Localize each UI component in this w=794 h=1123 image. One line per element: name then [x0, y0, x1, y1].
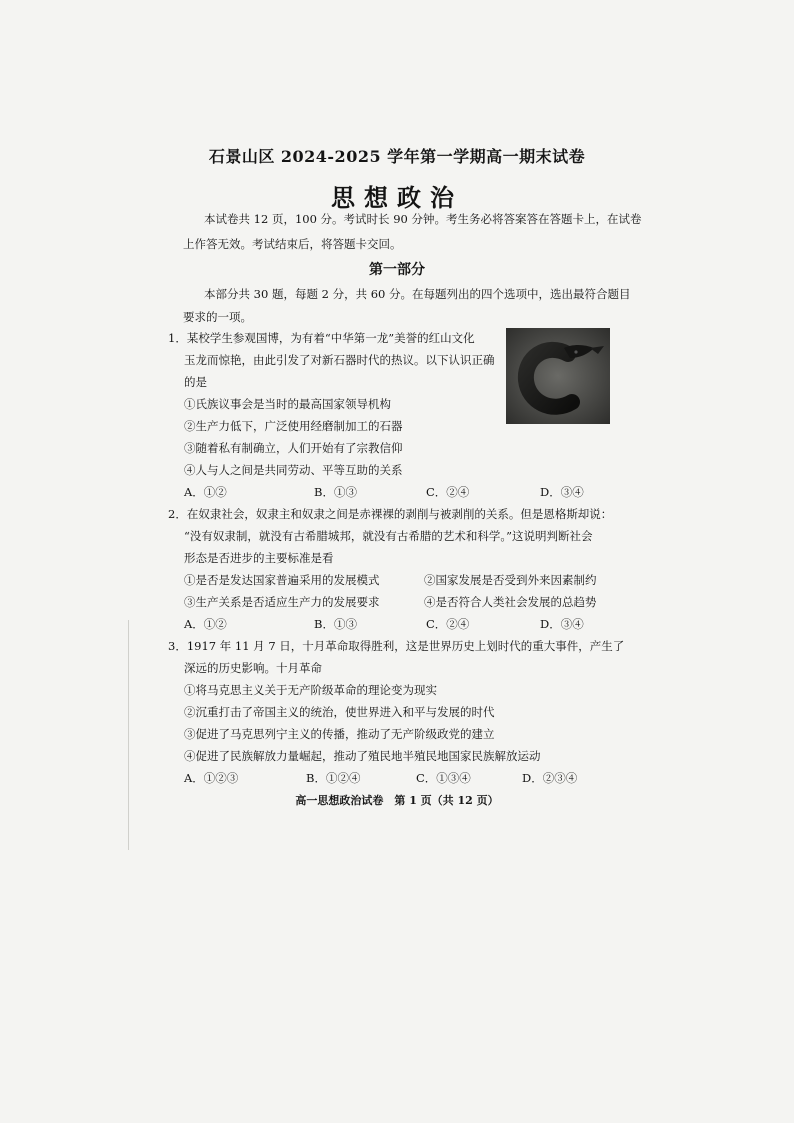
- q2-statement-2: ②国家发展是否受到外来因素制约: [424, 573, 597, 587]
- q3-option-d[interactable]: D．②③④: [522, 771, 578, 785]
- q2-stem-line-2: “没有奴隶制，就没有古希腊城邦，就没有古希腊的艺术和科学。”这说明判断社会: [184, 529, 593, 543]
- q3-statement-4: ④促进了民族解放力量崛起，推动了殖民地半殖民地国家民族解放运动: [184, 749, 541, 763]
- q2-option-c[interactable]: C．②④: [426, 617, 470, 631]
- exam-title: 石景山区 2024-2025 学年第一学期高一期末试卷: [208, 147, 586, 166]
- q1-option-d[interactable]: D．③④: [540, 485, 584, 499]
- section-intro-line-2: 要求的一项。: [183, 310, 252, 324]
- q2-statement-3: ③生产关系是否适应生产力的发展要求: [184, 595, 380, 609]
- q3-statement-1: ①将马克思主义关于无产阶级革命的理论变为现实: [184, 683, 437, 697]
- section-intro-line-1: 本部分共 30 题，每题 2 分，共 60 分。在每题列出的四个选项中，选出最符合题目: [204, 287, 631, 301]
- q2-stem-line-1: 2．在奴隶社会，奴隶主和奴隶之间是赤裸裸的剥削与被剥削的关系。但是恩格斯却说：: [168, 507, 613, 521]
- q1-statement-4: ④人与人之间是共同劳动、平等互助的关系: [184, 463, 403, 477]
- q1-option-b[interactable]: B．①③: [314, 485, 357, 499]
- section-title: 第一部分: [369, 262, 425, 278]
- q1-stem-line-3: 的是: [184, 375, 207, 389]
- q3-statement-2: ②沉重打击了帝国主义的统治，使世界进入和平与发展的时代: [184, 705, 495, 719]
- exam-subject: 思想政治: [331, 183, 463, 212]
- q3-option-a[interactable]: A．①②③: [184, 771, 239, 785]
- q1-statement-3: ③随着私有制确立，人们开始有了宗教信仰: [184, 441, 403, 455]
- q1-option-c[interactable]: C．②④: [426, 485, 470, 499]
- q3-statement-3: ③促进了马克思列宁主义的传播，推动了无产阶级政党的建立: [184, 727, 495, 741]
- q1-statement-2: ②生产力低下，广泛使用经磨制加工的石器: [184, 419, 403, 433]
- q1-option-a[interactable]: A．①②: [184, 485, 227, 499]
- q2-option-d[interactable]: D．③④: [540, 617, 584, 631]
- q3-option-c[interactable]: C．①③④: [416, 771, 471, 785]
- q2-option-b[interactable]: B．①③: [314, 617, 357, 631]
- q1-stem-line-1: 1．某校学生参观国博，为有着“中华第一龙”美誉的红山文化: [168, 331, 475, 345]
- q2-stem-line-3: 形态是否进步的主要标准是看: [184, 551, 334, 565]
- q1-stem-line-2: 玉龙而惊艳，由此引发了对新石器时代的热议。以下认识正确: [184, 353, 495, 367]
- q2-option-a[interactable]: A．①②: [184, 617, 227, 631]
- q3-option-b[interactable]: B．①②④: [306, 771, 361, 785]
- q3-stem-line-1: 3．1917 年 11 月 7 日，十月革命取得胜利，这是世界历史上划时代的重大事件，产生了: [168, 639, 625, 653]
- scan-edge-line: [128, 620, 129, 850]
- instruction-line-1: 本试卷共 12 页，100 分。考试时长 90 分钟。考生务必将答案答在答题卡上，在试卷: [204, 212, 642, 226]
- jade-dragon-photo-icon: [506, 328, 610, 424]
- q2-statement-1: ①是否是发达国家普遍采用的发展模式: [184, 573, 380, 587]
- q1-statement-1: ①氏族议事会是当时的最高国家领导机构: [184, 397, 391, 411]
- q3-stem-line-2: 深远的历史影响。十月革命: [184, 661, 322, 675]
- page-footer: 高一思想政治试卷 第 1 页（共 12 页）: [295, 794, 499, 807]
- q2-statement-4: ④是否符合人类社会发展的总趋势: [424, 595, 597, 609]
- instruction-line-2: 上作答无效。考试结束后，将答题卡交回。: [183, 237, 402, 251]
